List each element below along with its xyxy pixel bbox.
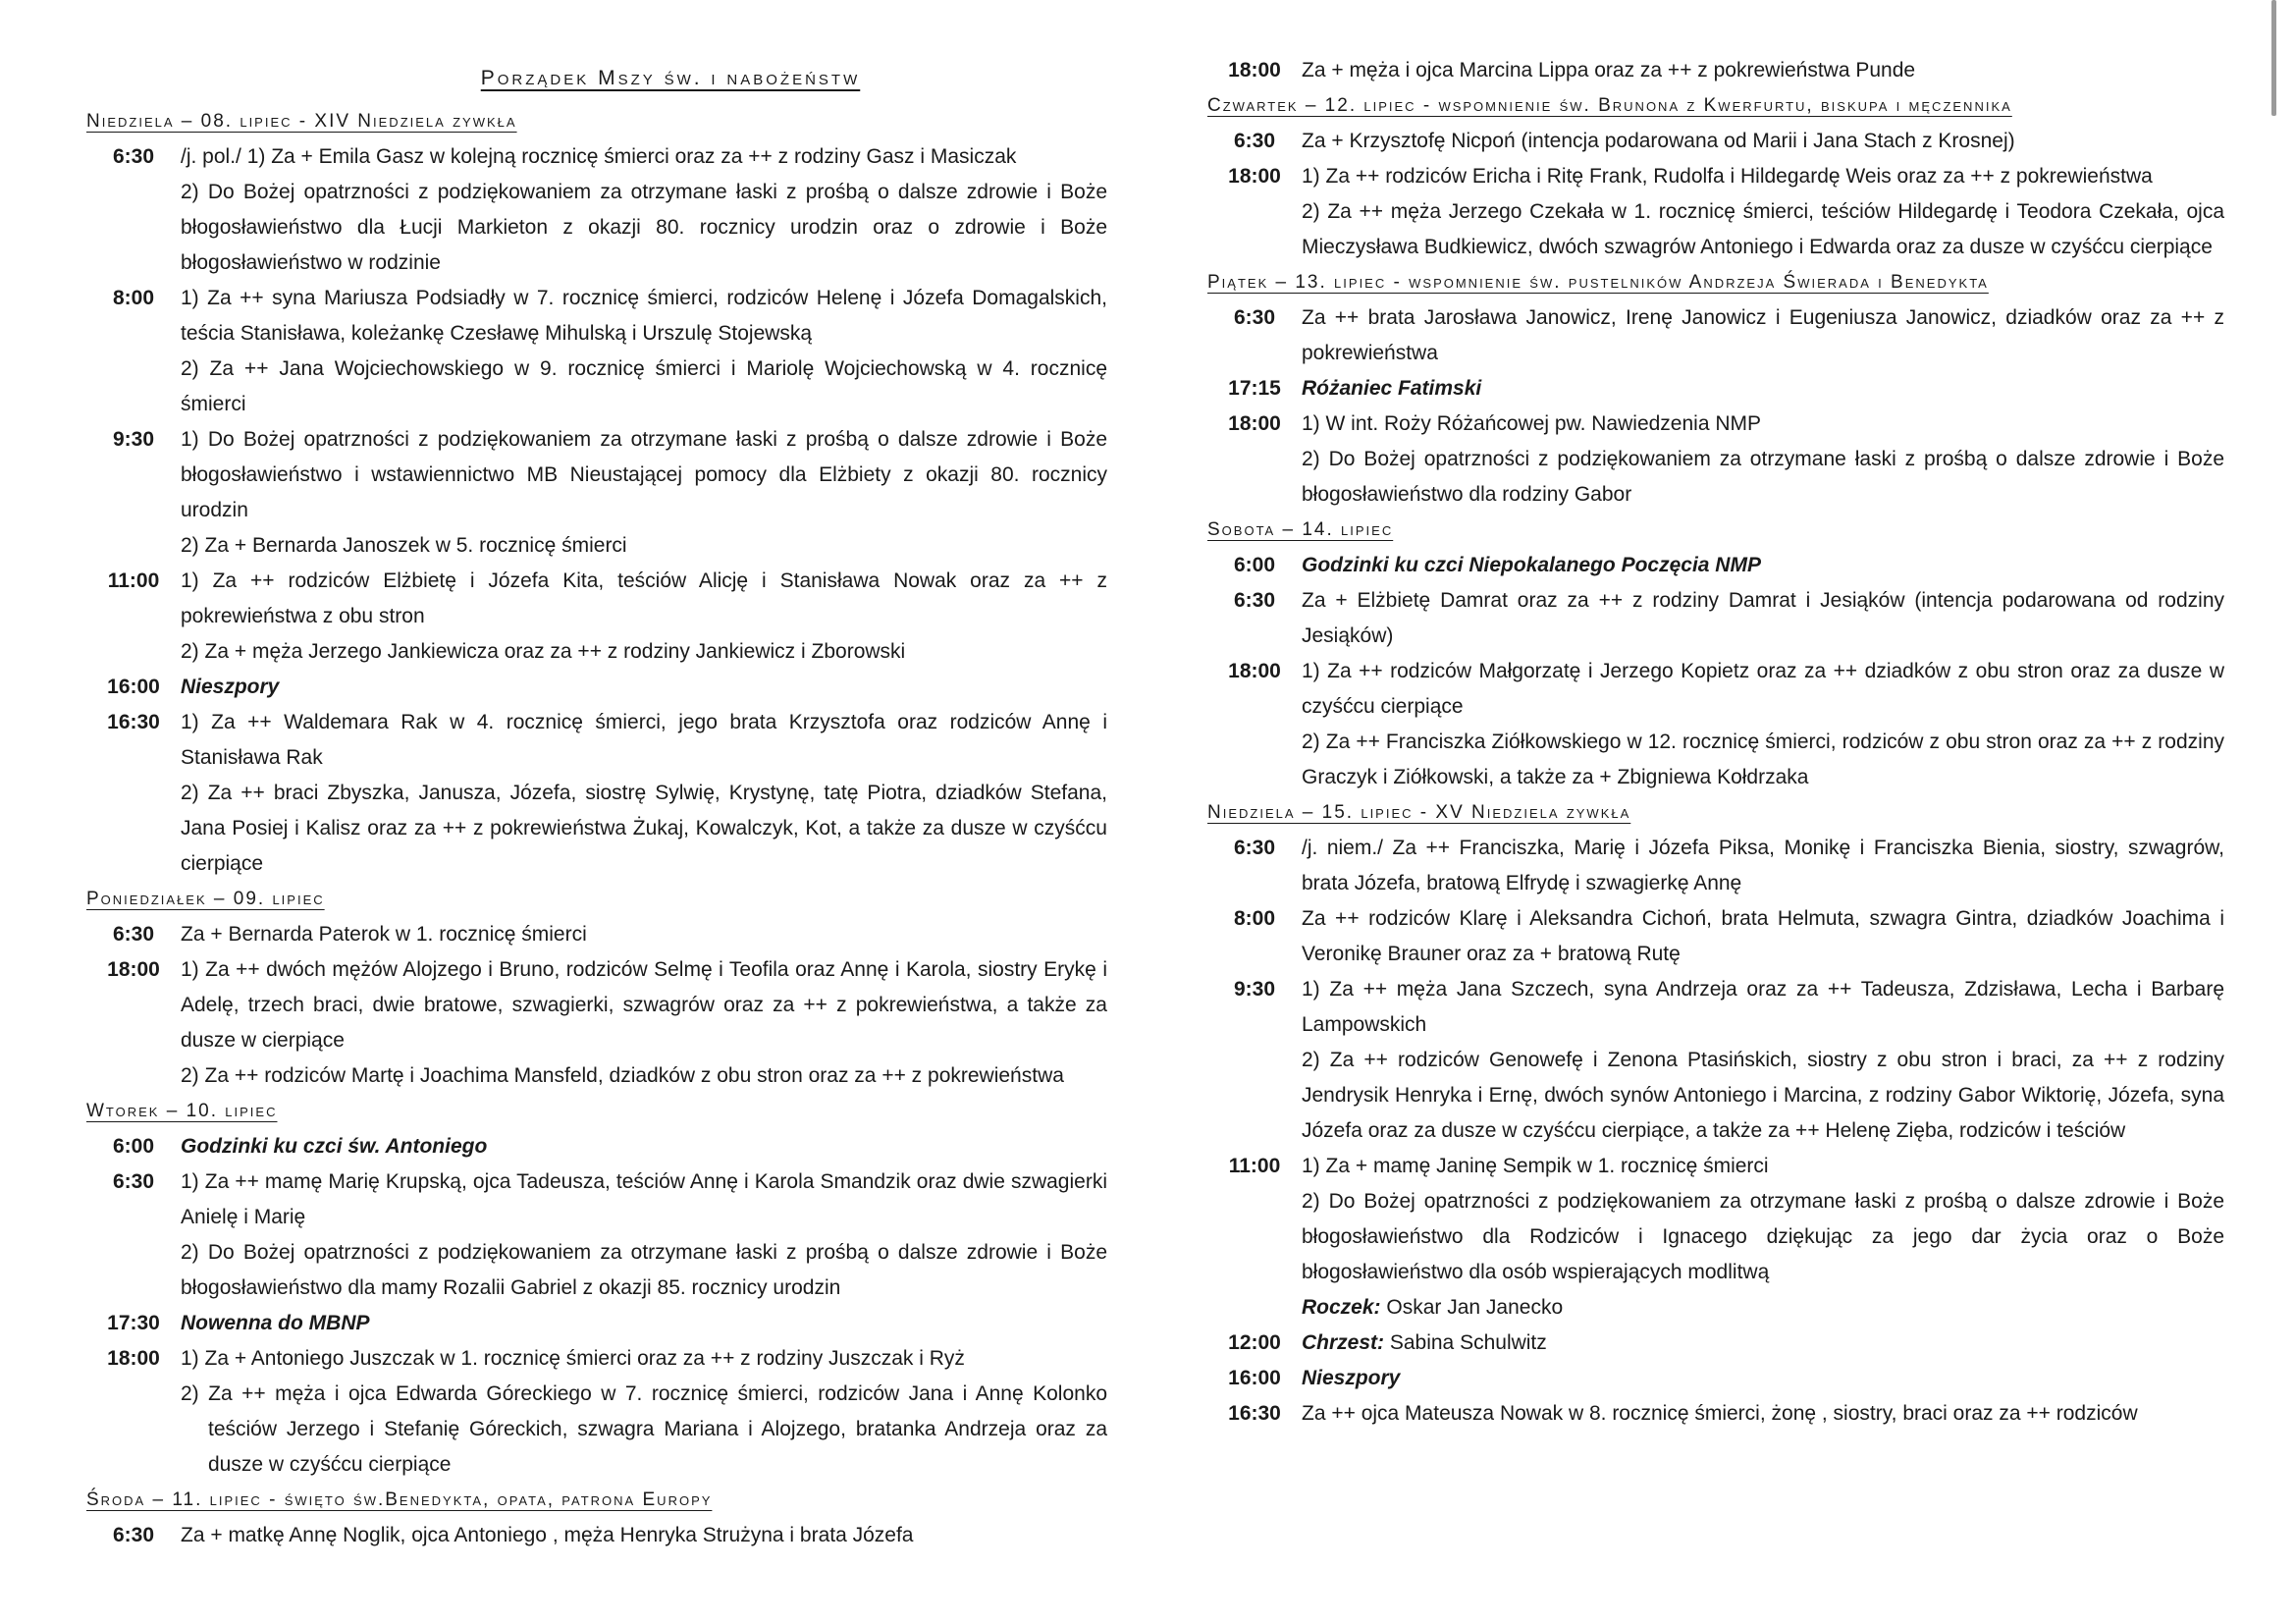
mass-intentions: [181, 1129, 1107, 1164]
mass-intentions: [181, 1518, 1107, 1553]
day-header: Piątek – 13. lipiec - wspomnienie św. pustelników Andrzeja Świerada i Benedykta: [1207, 272, 1989, 293]
mass-time: 8:00: [1233, 907, 1276, 930]
mass-entry: [86, 139, 1107, 281]
mass-time: 6:30: [112, 1524, 155, 1546]
mass-entry: [1207, 654, 2224, 795]
mass-time: 6:30: [1233, 306, 1276, 329]
mass-intentions: [181, 952, 1107, 1094]
mass-time: 6:30: [112, 923, 155, 946]
intention-text: Za ++ ojca Mateusza Nowak w 8. rocznicę śmierci, żonę , siostry, braci oraz za ++ rodziców: [1302, 1402, 2138, 1425]
intention-text: 2) Za ++ męża i ojca Edwarda Góreckiego w 7. rocznicę śmierci, rodziców Jana i Annę Kolonko teściów Jerzego i Stefanię Góreckich, szwagra Mariana i Alojzego, bratanka Andrzeja oraz za dusze w czyśćcu cierpiące: [181, 1382, 1107, 1476]
day-header: Wtorek – 10. lipiec: [86, 1101, 278, 1121]
right-column: [1207, 53, 2224, 1432]
mass-time: 11:00: [1228, 1155, 1281, 1177]
intention-text: Za + Bernarda Paterok w 1. rocznicę śmierci: [181, 923, 587, 946]
intention-text: 2) Do Bożej opatrzności z podziękowaniem za otrzymane łaski z prośbą o dalsze zdrowie i Boże błogosławieństwo dla rodziny Gabor: [1302, 448, 2224, 506]
mass-time: 6:00: [1233, 554, 1276, 576]
intention-text: 1) W int. Roży Różańcowej pw. Nawiedzenia NMP: [1302, 412, 1762, 435]
intention-text: 2) Za ++ męża Jerzego Czekała w 1. rocznicę śmierci, teściów Hildegardę i Teodora Czekała, ojca Mieczysława Budkiewicz, dwóch szwagrów Antoniego i Edwarda oraz za dusze w czyśćcu cierpiące: [1302, 200, 2224, 258]
day-header: Czwartek – 12. lipiec - wspomnienie św. Brunona z Kwerfurtu, biskupa i męczennika: [1207, 95, 2012, 116]
mass-entry: [1207, 901, 2224, 972]
mass-time: 12:00: [1228, 1331, 1281, 1354]
mass-time: 6:30: [1233, 589, 1276, 612]
mass-intentions: [1302, 548, 2224, 583]
mass-intentions: [181, 1341, 1107, 1483]
mass-time: 9:30: [1233, 978, 1276, 1001]
mass-time: 18:00: [1228, 165, 1281, 188]
mass-entry: [86, 917, 1107, 952]
mass-entry: [1207, 548, 2224, 583]
intention-text: 2) Za ++ Franciszka Ziółkowskiego w 12. rocznicę śmierci, rodziców z obu stron oraz za ++ z rodziny Graczyk i Ziółkowski, a także za + Zbigniewa Kołdrzaka: [1302, 731, 2224, 788]
mass-intentions: [181, 422, 1107, 564]
intention-text: 1) Za ++ syna Mariusza Podsiadły w 7. rocznicę śmierci, rodziców Helenę i Józefa Domagalskich, teścia Stanisława, koleżankę Czesławę Mihulską i Urszulę Stojewską: [181, 287, 1107, 345]
mass-time: 18:00: [107, 958, 160, 981]
mass-entry: [1207, 1149, 2224, 1326]
intention-text: 1) Za ++ rodziców Ericha i Ritę Frank, Rudolfa i Hildegardę Weis oraz za ++ z pokrewieństwa: [1302, 165, 2153, 188]
intention-text: Za + Krzysztofę Nicpoń (intencja podarowana od Marii i Jana Stach z Krosnej): [1302, 130, 2015, 152]
intention-text: 2) Za + męża Jerzego Jankiewicza oraz za ++ z rodziny Jankiewicz i Zborowski: [181, 640, 906, 663]
mass-intentions: [1302, 654, 2224, 795]
mass-entry: [1207, 583, 2224, 654]
intention-text: 2) Za ++ rodziców Genowefę i Zenona Ptasińskich, siostry z obu stron i braci, za ++ z rodziny Jendrysik Henryka i Ernę, dwóch synów Antoniego i Marcina, z rodziny Gabor Wiktorię, Józefa, syna Józefa oraz za dusze w czyśćcu cierpiące, a także za ++ Helenę Zięba, rodziców i teściów: [1302, 1049, 2224, 1142]
intention-text: 2) Za ++ braci Zbyszka, Janusza, Józefa, siostrę Sylwię, Krystynę, tatę Piotra, dziadków Stefana, Jana Posiej i Kalisz oraz za ++ z pokrewieństwa Żukaj, Kowalczyk, Kot, a także za dusze w czyśćcu cierpiące: [181, 782, 1107, 875]
intention-text: 1) Za ++ Waldemara Rak w 4. rocznicę śmierci, jego brata Krzysztofa oraz rodziców Annę i Stanisława Rak: [181, 711, 1107, 769]
mass-entry: [86, 705, 1107, 882]
intention-text: 2) Za + Bernarda Janoszek w 5. rocznicę śmierci: [181, 534, 627, 557]
mass-intentions: [181, 564, 1107, 670]
mass-entry: [86, 564, 1107, 670]
intention-text: /j. pol./ 1) Za + Emila Gasz w kolejną rocznicę śmierci oraz za ++ z rodziny Gasz i Masiczak: [181, 145, 1017, 168]
intention-text: 2) Do Bożej opatrzności z podziękowaniem za otrzymane łaski z prośbą o dalsze zdrowie i Boże błogosławieństwo dla Rodziców i Ignacego dziękując za jego dar życia oraz o Boże błogosławieństwo dla osób wspierających modlitwą: [1302, 1190, 2224, 1283]
mass-intentions: [1302, 1149, 2224, 1326]
mass-entry: [86, 1341, 1107, 1483]
mass-intentions: [1302, 159, 2224, 265]
mass-intentions: [1302, 901, 2224, 972]
mass-time: 6:30: [112, 1170, 155, 1193]
mass-time: 6:30: [1233, 130, 1276, 152]
mass-entry: [1207, 124, 2224, 159]
mass-intentions: [1302, 371, 2224, 406]
mass-time: 6:30: [1233, 837, 1276, 859]
mass-intentions: [1302, 972, 2224, 1149]
mass-time: 16:30: [1228, 1402, 1281, 1425]
mass-intentions: [181, 139, 1107, 281]
mass-entry: [86, 1306, 1107, 1341]
mass-intentions: [1302, 406, 2224, 513]
intention-text: 1) Za + Antoniego Juszczak w 1. rocznicę śmierci oraz za ++ z rodziny Juszczak i Ryż: [181, 1347, 965, 1370]
intention-text: 2) Do Bożej opatrzności z podziękowaniem za otrzymane łaski z prośbą o dalsze zdrowie i Boże błogosławieństwo dla Łucji Markieton z okazji 80. rocznicy urodzin oraz o zdrowie i Boże błogosławieństwo w rodzinie: [181, 181, 1107, 274]
intention-text: 1) Za ++ mamę Marię Krupską, ojca Tadeusza, teściów Annę i Karola Smandzik oraz dwie szwagierki Anielę i Marię: [181, 1170, 1107, 1228]
mass-intentions: [181, 705, 1107, 882]
mass-intentions: [1302, 1396, 2224, 1432]
mass-intentions: [1302, 124, 2224, 159]
intention-text: Różaniec Fatimski: [1302, 377, 1482, 400]
mass-intentions: [1302, 1361, 2224, 1396]
intention-text: 1) Za ++ rodziców Małgorzatę i Jerzego Kopietz oraz za ++ dziadków z obu stron oraz za dusze w czyśćcu cierpiące: [1302, 660, 2224, 718]
mass-intentions: [181, 1164, 1107, 1306]
intention-text: Nieszpory: [1302, 1367, 1401, 1389]
mass-entry: [86, 281, 1107, 422]
intention-text: 2) Za ++ Jana Wojciechowskiego w 9. rocznicę śmierci i Mariolę Wojciechowską w 4. rocznicę śmierci: [181, 357, 1107, 415]
mass-time: 6:30: [112, 145, 155, 168]
mass-entry: [1207, 159, 2224, 265]
page-title: Porządek Mszy św. i nabożeństw: [480, 67, 861, 89]
mass-intentions: [181, 1306, 1107, 1341]
intention-text: Nowenna do MBNP: [181, 1312, 370, 1334]
mass-entry: [86, 670, 1107, 705]
left-column: [86, 53, 1107, 1553]
mass-entry: [1207, 1326, 2224, 1361]
mass-intentions: [181, 670, 1107, 705]
mass-intentions: [1302, 583, 2224, 654]
intention-text: Nieszpory: [181, 676, 280, 698]
intention-text: 2) Za ++ rodziców Martę i Joachima Mansfeld, dziadków z obu stron oraz za ++ z pokrewieństwa: [181, 1064, 1064, 1087]
intention-text: Za ++ rodziców Klarę i Aleksandra Cichoń, brata Helmuta, szwagra Gintra, dziadków Joachima i Veronikę Brauner oraz za + bratową Rutę: [1302, 907, 2224, 965]
intention-text: Za + matkę Annę Noglik, ojca Antoniego , męża Henryka Strużyna i brata Józefa: [181, 1524, 914, 1546]
mass-time: 18:00: [1228, 59, 1281, 81]
mass-intentions: [1302, 1326, 2224, 1361]
mass-entry: [1207, 1361, 2224, 1396]
mass-entry: [1207, 972, 2224, 1149]
intention-text: 2) Do Bożej opatrzności z podziękowaniem za otrzymane łaski z prośbą o dalsze zdrowie i Boże błogosławieństwo dla mamy Rozalii Gabriel z okazji 85. rocznicy urodzin: [181, 1241, 1107, 1299]
mass-time: 16:00: [1228, 1367, 1281, 1389]
mass-time: 9:30: [112, 428, 155, 451]
intention-detail: Sabina Schulwitz: [1384, 1331, 1547, 1354]
intention-text: Za + Elżbietę Damrat oraz za ++ z rodziny Damrat i Jesiąków (intencja podarowana od rodziny Jesiąków): [1302, 589, 2224, 647]
mass-time: 6:00: [112, 1135, 155, 1158]
mass-time: 8:00: [112, 287, 155, 309]
mass-entry: [1207, 406, 2224, 513]
day-header: Niedziela – 15. lipiec - XV Niedziela zywkła: [1207, 802, 1631, 823]
day-header: Środa – 11. lipiec - święto św.Benedykta, opata, patrona Europy: [86, 1489, 713, 1510]
mass-entry: [1207, 371, 2224, 406]
mass-intentions: [1302, 831, 2224, 901]
mass-time: 17:30: [107, 1312, 160, 1334]
day-header: Sobota – 14. lipiec: [1207, 519, 1394, 540]
intention-text: 1) Za ++ męża Jana Szczech, syna Andrzeja oraz za ++ Tadeusza, Zdzisława, Lecha i Barbarę Lampowskich: [1302, 978, 2224, 1036]
intention-text: /j. niem./ Za ++ Franciszka, Marię i Józefa Piksa, Monikę i Franciszka Bienia, siostry, szwagrów, brata Józefa, bratową Elfrydę i szwagierkę Annę: [1302, 837, 2224, 894]
mass-time: 11:00: [107, 569, 160, 592]
intention-text: 1) Za ++ rodziców Elżbietę i Józefa Kita, teściów Alicję i Stanisława Nowak oraz za ++ z pokrewieństwa z obu stron: [181, 569, 1107, 627]
intention-text: 1) Za ++ dwóch mężów Alojzego i Bruno, rodziców Selmę i Teofila oraz Annę i Karola, siostry Erykę i Adelę, trzech braci, dwie bratowe, szwagierki, szwagrów oraz za ++ z pokrewieństwa, a także za dusze w cierpiące: [181, 958, 1107, 1052]
intention-text: [1302, 1290, 2224, 1326]
mass-entry: [86, 422, 1107, 564]
mass-intentions: [181, 281, 1107, 422]
day-header: Niedziela – 08. lipiec - XIV Niedziela zywkła: [86, 111, 517, 132]
intention-text: 1) Za + mamę Janinę Sempik w 1. rocznicę śmierci: [1302, 1155, 1769, 1177]
intention-label: Roczek:: [1302, 1296, 1381, 1319]
intention-label: Chrzest:: [1302, 1331, 1385, 1354]
mass-entry: [86, 1129, 1107, 1164]
mass-time: 18:00: [1228, 660, 1281, 682]
intention-text: Za + męża i ojca Marcina Lippa oraz za ++ z pokrewieństwa Punde: [1302, 59, 1916, 81]
mass-entry: [1207, 1396, 2224, 1432]
intention-text: [1302, 1326, 2224, 1361]
intention-detail: Oskar Jan Janecko: [1380, 1296, 1564, 1319]
mass-intentions: [181, 917, 1107, 952]
scrollbar-thumb[interactable]: [2271, 0, 2276, 116]
mass-entry: [86, 1518, 1107, 1553]
intention-text: 1) Do Bożej opatrzności z podziękowaniem za otrzymane łaski z prośbą o dalsze zdrowie i Boże błogosławieństwo i wstawiennictwo MB Nieustającej pomocy dla Elżbiety z okazji 80. rocznicy urodzin: [181, 428, 1107, 521]
mass-entry: [1207, 831, 2224, 901]
mass-time: 18:00: [1228, 412, 1281, 435]
mass-intentions: [1302, 53, 2224, 88]
intention-text: Godzinki ku czci św. Antoniego: [181, 1135, 488, 1158]
intention-text: Godzinki ku czci Niepokalanego Poczęcia NMP: [1302, 554, 1761, 576]
mass-time: 16:30: [107, 711, 160, 733]
mass-intentions: [1302, 300, 2224, 371]
mass-entry: [1207, 300, 2224, 371]
mass-time: 16:00: [107, 676, 160, 698]
mass-entry: [86, 952, 1107, 1094]
mass-time: 17:15: [1228, 377, 1281, 400]
day-header: Poniedziałek – 09. lipiec: [86, 889, 325, 909]
mass-entry: [86, 1164, 1107, 1306]
mass-entry: [1207, 53, 2224, 88]
mass-time: 18:00: [107, 1347, 160, 1370]
intention-text: Za ++ brata Jarosława Janowicz, Irenę Janowicz i Eugeniusza Janowicz, dziadków oraz za ++ z pokrewieństwa: [1302, 306, 2224, 364]
